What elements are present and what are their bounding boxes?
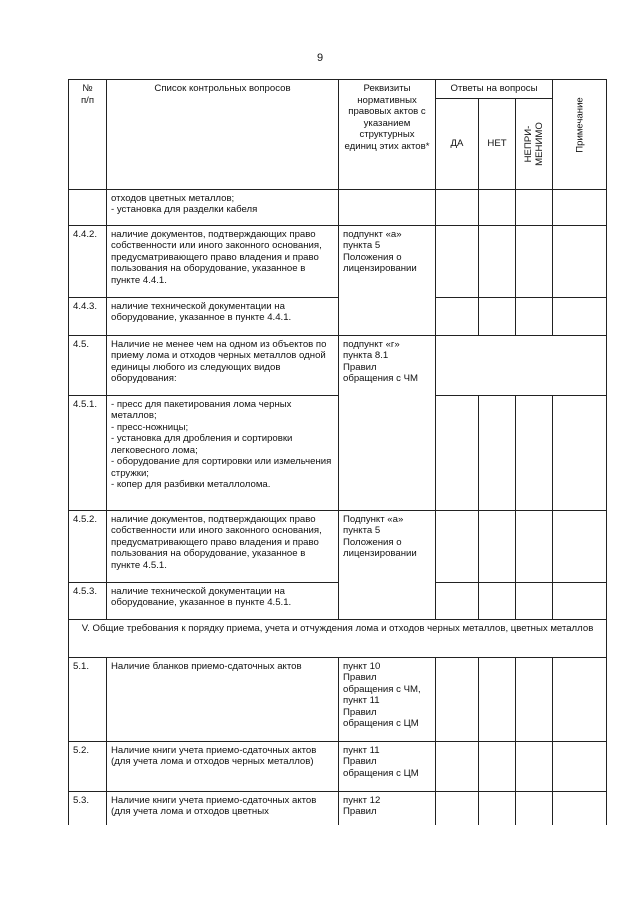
- row-text: наличие документов, подтверждающих право собственности или иного законного основания, предусматривающего право владения и право пользования на оборудование, указанное в пункте 4.4.1.: [107, 225, 339, 297]
- table-row: [69, 297, 607, 335]
- row-requisites: Подпункт «а» пункта 5 Положения о лицензировании: [339, 510, 436, 619]
- section-heading: V. Общие требования к порядку приема, учета и отчуждения лома и отходов черных металлов, цветных металлов: [69, 619, 607, 657]
- row-text: Наличие книги учета приемо-сдаточных актов (для учета лома и отходов черных металлов): [107, 741, 339, 791]
- header-not-applicable: НЕПРИ- МЕНИМО: [516, 98, 553, 189]
- table-row: [69, 335, 607, 395]
- checklist-table: [68, 79, 607, 825]
- table-row: [69, 225, 607, 297]
- row-requisites: подпункт «а» пункта 5 Положения о лицензировании: [339, 225, 436, 335]
- row-text: Наличие бланков приемо-сдаточных актов: [107, 657, 339, 741]
- row-requisites: пункт 11 Правил обращения с ЦМ: [339, 741, 436, 791]
- row-requisites: подпункт «г» пункта 8.1 Правил обращения с ЧМ: [339, 335, 436, 510]
- row-text: отходов цветных металлов; - установка для разделки кабеля: [107, 189, 339, 225]
- row-num: 4.4.2.: [69, 225, 107, 297]
- row-requisites: пункт 12 Правил: [339, 791, 436, 825]
- row-text: Наличие книги учета приемо-сдаточных актов (для учета лома и отходов цветных: [107, 791, 339, 825]
- row-text: - пресс для пакетирования лома черных металлов; - пресс-ножницы; - установка для дробления и сортировки легковесного лома; - оборудование для сортировки или измельчения стружки; - копер для разбивки металлолома.: [107, 395, 339, 510]
- header-requisites: Реквизиты нормативных правовых актов с указанием структурных единиц этих актов*: [339, 80, 436, 190]
- row-num: 4.4.3.: [69, 297, 107, 335]
- row-text: наличие документов, подтверждающих право собственности или иного законного основания, предусматривающего право владения и право пользования на оборудование, указанное в пункте 4.5.1.: [107, 510, 339, 582]
- row-num: 5.2.: [69, 741, 107, 791]
- header-row: [69, 80, 607, 99]
- table-row: [69, 657, 607, 741]
- table-row: [69, 189, 607, 225]
- header-yes: ДА: [436, 98, 479, 189]
- row-text: Наличие не менее чем на одном из объектов по приему лома и отходов черных металлов одной единицы любого из следующих видов оборудования:: [107, 335, 339, 395]
- table-row: [69, 395, 607, 510]
- row-num: [69, 189, 107, 225]
- row-num: 4.5.2.: [69, 510, 107, 582]
- section-heading-row: [69, 619, 607, 657]
- row-num: 5.1.: [69, 657, 107, 741]
- row-requisites: пункт 10 Правил обращения с ЧМ, пункт 11 Правил обращения с ЦМ: [339, 657, 436, 741]
- row-num: 4.5.: [69, 335, 107, 395]
- header-note: Примечание: [553, 80, 607, 190]
- table-row: [69, 582, 607, 619]
- row-text: наличие технической документации на оборудование, указанное в пункте 4.4.1.: [107, 297, 339, 335]
- table-row: [69, 791, 607, 825]
- row-num: 4.5.1.: [69, 395, 107, 510]
- header-num: № п/п: [69, 80, 107, 190]
- header-no: НЕТ: [479, 98, 516, 189]
- table-row: [69, 741, 607, 791]
- row-num: 5.3.: [69, 791, 107, 825]
- header-questions: Список контрольных вопросов: [107, 80, 339, 190]
- row-text: наличие технической документации на оборудование, указанное в пункте 4.5.1.: [107, 582, 339, 619]
- table-row: [69, 510, 607, 582]
- header-answers: Ответы на вопросы: [436, 80, 553, 99]
- row-num: 4.5.3.: [69, 582, 107, 619]
- page-number: 9: [316, 52, 324, 64]
